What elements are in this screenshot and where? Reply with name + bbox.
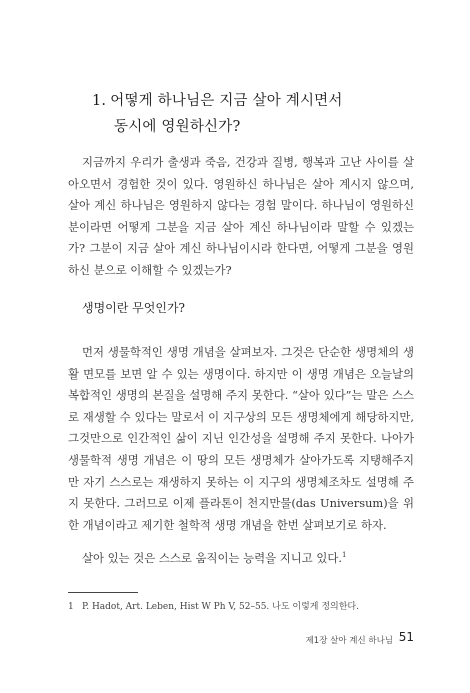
- footnote-divider: [68, 592, 138, 593]
- paragraph-text: 지금까지 우리가 출생과 죽음, 건강과 질병, 행복과 고난 사이를 살아오면서 경험한 것이 있다. 영원하신 하나님은 살아 계시지 않으며, 살아 계신 하나님은 영원하지 않다는 경험 말이다. 하나님이 영원하신 분이라면 어떻게 그분을 지금 살아 계신 하나님이라 말할 수 있겠는가? 그분이 지금 살아 계신 하나님이시라 한다면, 어떻게 그분을 영원하신 분으로 이해할 수 있겠는가?: [68, 155, 414, 277]
- chapter-title-line2: 동시에 영원하신가?: [114, 119, 241, 135]
- page-number: 51: [398, 630, 414, 644]
- body-paragraph: [68, 548, 414, 570]
- footnote-reference[interactable]: 1: [342, 551, 347, 560]
- paragraph-text: 살아 있는 것은 스스로 움직이는 능력을 지니고 있다.: [82, 551, 343, 565]
- chapter-title-line1: 어떻게 하나님은 지금 살아 계시면서: [110, 93, 343, 109]
- body-paragraph: [68, 342, 414, 536]
- chapter-heading: [92, 88, 422, 140]
- paragraph-text: 먼저 생물학적인 생명 개념을 살펴보자. 그것은 단순한 생명체의 생활 면모를 보면 알 수 있는 생명이다. 하지만 이 생명 개념은 오늘날의 복합적인 생명의 본질을 설명해 주지 못한다. “살아 있다”는 말은 스스로 재생할 수 있다는 말로서 이 지구상의 모든 생명체에게 해당하지만, 그것만으로 인간적인 삶이 지닌 인간성을 설명해 주지 못한다. 나아가 생물학적 생명 개념은 이 땅의 모든 생명체가 살아가도록 지탱해주지만 자기 스스로는 재생하지 못하는 이 지구의 생명체조차도 설명해 주지 못한다. 그러므로 이제 플라톤이 천지만물(das Universum)을 위한 개념이라고 제기한 철학적 생명 개념을 한번 살펴보기로 하자.: [68, 345, 414, 532]
- running-footer: 제1장 살아 계신 하나님: [305, 636, 393, 646]
- body-paragraph: [68, 152, 414, 282]
- section-subheading: 생명이란 무엇인가?: [82, 301, 185, 315]
- chapter-number: 1.: [92, 93, 107, 109]
- footnote-text: P. Hadot, Art. Leben, Hist W Ph V, 52–55. 나도 이렇게 정의한다.: [82, 602, 359, 612]
- footnote: [68, 600, 414, 614]
- footnote-number: 1: [68, 602, 74, 612]
